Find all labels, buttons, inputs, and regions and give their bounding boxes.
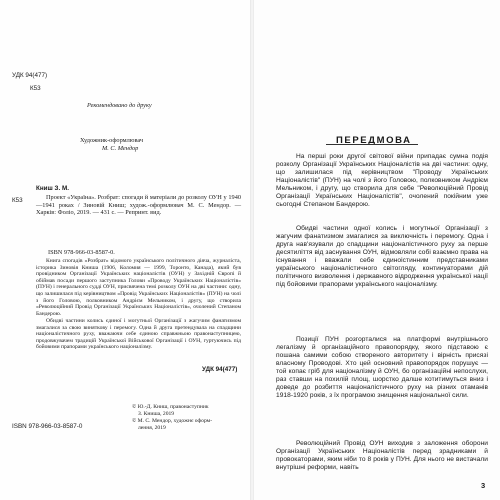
copyright-2a: © М. С. Мендор, художнє оформ- [132, 418, 213, 424]
preface-paragraph-3: Позиції ПУН розгорталися на платформі внутрішнього легалізму й організаційного правопорядку, якого підставою є пошана самими собою створеного авторитету і вірність присязі власному Проводові. Хто цей основний правопорядок порушує — той копає гріб для націоналізму й ОУН, бо організаційні непослухи, раз ставши на похилій площ, шорстко далше котитимуться вниз і доведе до розбиття націоналістичного руху на різних отаманів 1918-1920 років, з їх програмою знищення національної сили. [276, 336, 488, 399]
annotation-continued: Обидві частини колись єдиної і могутньої Організації з жагучим фанатизмом змагалися за свою виняткову і перемогу. Одна й друга претендувала на спадщини націоналістичного руху, вважаючи себе єдиною справжньою правонаступницею, продовжувачем традицій Української Військової Організації і ОУН, гуртуючись під бойовими прапорами українського націоналізму. [36, 318, 241, 351]
udk-bottom: УДК 94(477) [202, 366, 238, 373]
preface-paragraph-1: На перші роки другої світової війни припадає сумна подія розколу Організації Українських Націоналістів на дві частини: одну, що залишилася під керівництвом "Проводу Українських Націоналістів" (ПУН) на чолі з його Головою, полковником Андрієм Мельником, і другу, що створила для себе "Революційний Провід Організації Українських Націоналістів", очолений покійним уже сьогодні Степаном Бандерою. [276, 153, 488, 208]
copyright-1a: © Ю.-Д. Книш, правонаступник [132, 404, 209, 410]
card-author: Книш З. М. [36, 185, 69, 192]
udk-top: УДК 94(477) [12, 72, 48, 79]
bbk-top: К53 [30, 85, 41, 92]
card-index: К53 [12, 197, 23, 204]
card-body: Проект «Украïна». Розбрат: спогади й матеріали до розколу ОУН у 1940—1941 роках / Зиновій Книш; худож.-оформлювач М. С. Мендор. — Харків: Фоліо, 2019. — 431 с. — Репринт. вид. [36, 194, 241, 217]
preface-title: ПЕРЕДМОВА [336, 135, 412, 146]
isbn-bottom: ISBN 978-966-03-8587-0 [12, 423, 83, 430]
preface-paragraph-4: Революційний Провід ОУН виходив з заложення оборони Організації Українських Націоналістів перед зрадниками й провокаторами, яким ніби то 8 років у ПУН. Для нього не вистачали внутрішні реформи, навіть [276, 440, 488, 471]
artist-name: М. С. Мендор [102, 145, 139, 152]
card-isbn: ISBN 978-966-03-8587-0. [48, 249, 115, 256]
preface-paragraph-2: Обидві частини одної колись і могутньої Організації з жагучим фанатизмом змагалися за виключність і перемогу. Одна і друга нав'язували до спадщини націоналістичного руху за перше десятиліття від заснування ОУН, відмовляли собі взаємно права на існування і вважали себе єдиноістинним представниками українського націоналістичного світогляду, континуаторами дій політичного визволення і державного відродження української нації під бойовими прапорами українського націоналізму. [276, 225, 488, 288]
title-underline [326, 144, 418, 145]
artist-role: Художник-оформлювач [80, 137, 144, 144]
copyright-1b: З. Книша, 2019 [138, 411, 175, 417]
page-number: 3 [481, 481, 486, 490]
annotation: Книга спогадів «Розбрат» відомого українського політичного діяча, журналіста, історика Зиновія Книша (1906, Коломия — 1999, Торонто, Канада), який був провідником Організації Українських націоналістів (ОУН) у Західній Європі й обіймав посади першого заступника Голови «Проводу Українських Націоналістів» (ПУН) і генерального судді ОУН, присвячена темі розколу ОУН на дві частини: одну, що залишилася під керівництвом «Провід Українських Націоналістів» (ПУН) на чолі з його Головою, полковником Андрієм Мельником, і другу, що створила «Революційний Провід Організації Українських Націоналістів», очолений Степаном Бандерою. [36, 258, 241, 317]
recommended-text: Рекомендовано до друку [87, 102, 152, 109]
copyright-2b: лення, 2019 [138, 425, 166, 431]
